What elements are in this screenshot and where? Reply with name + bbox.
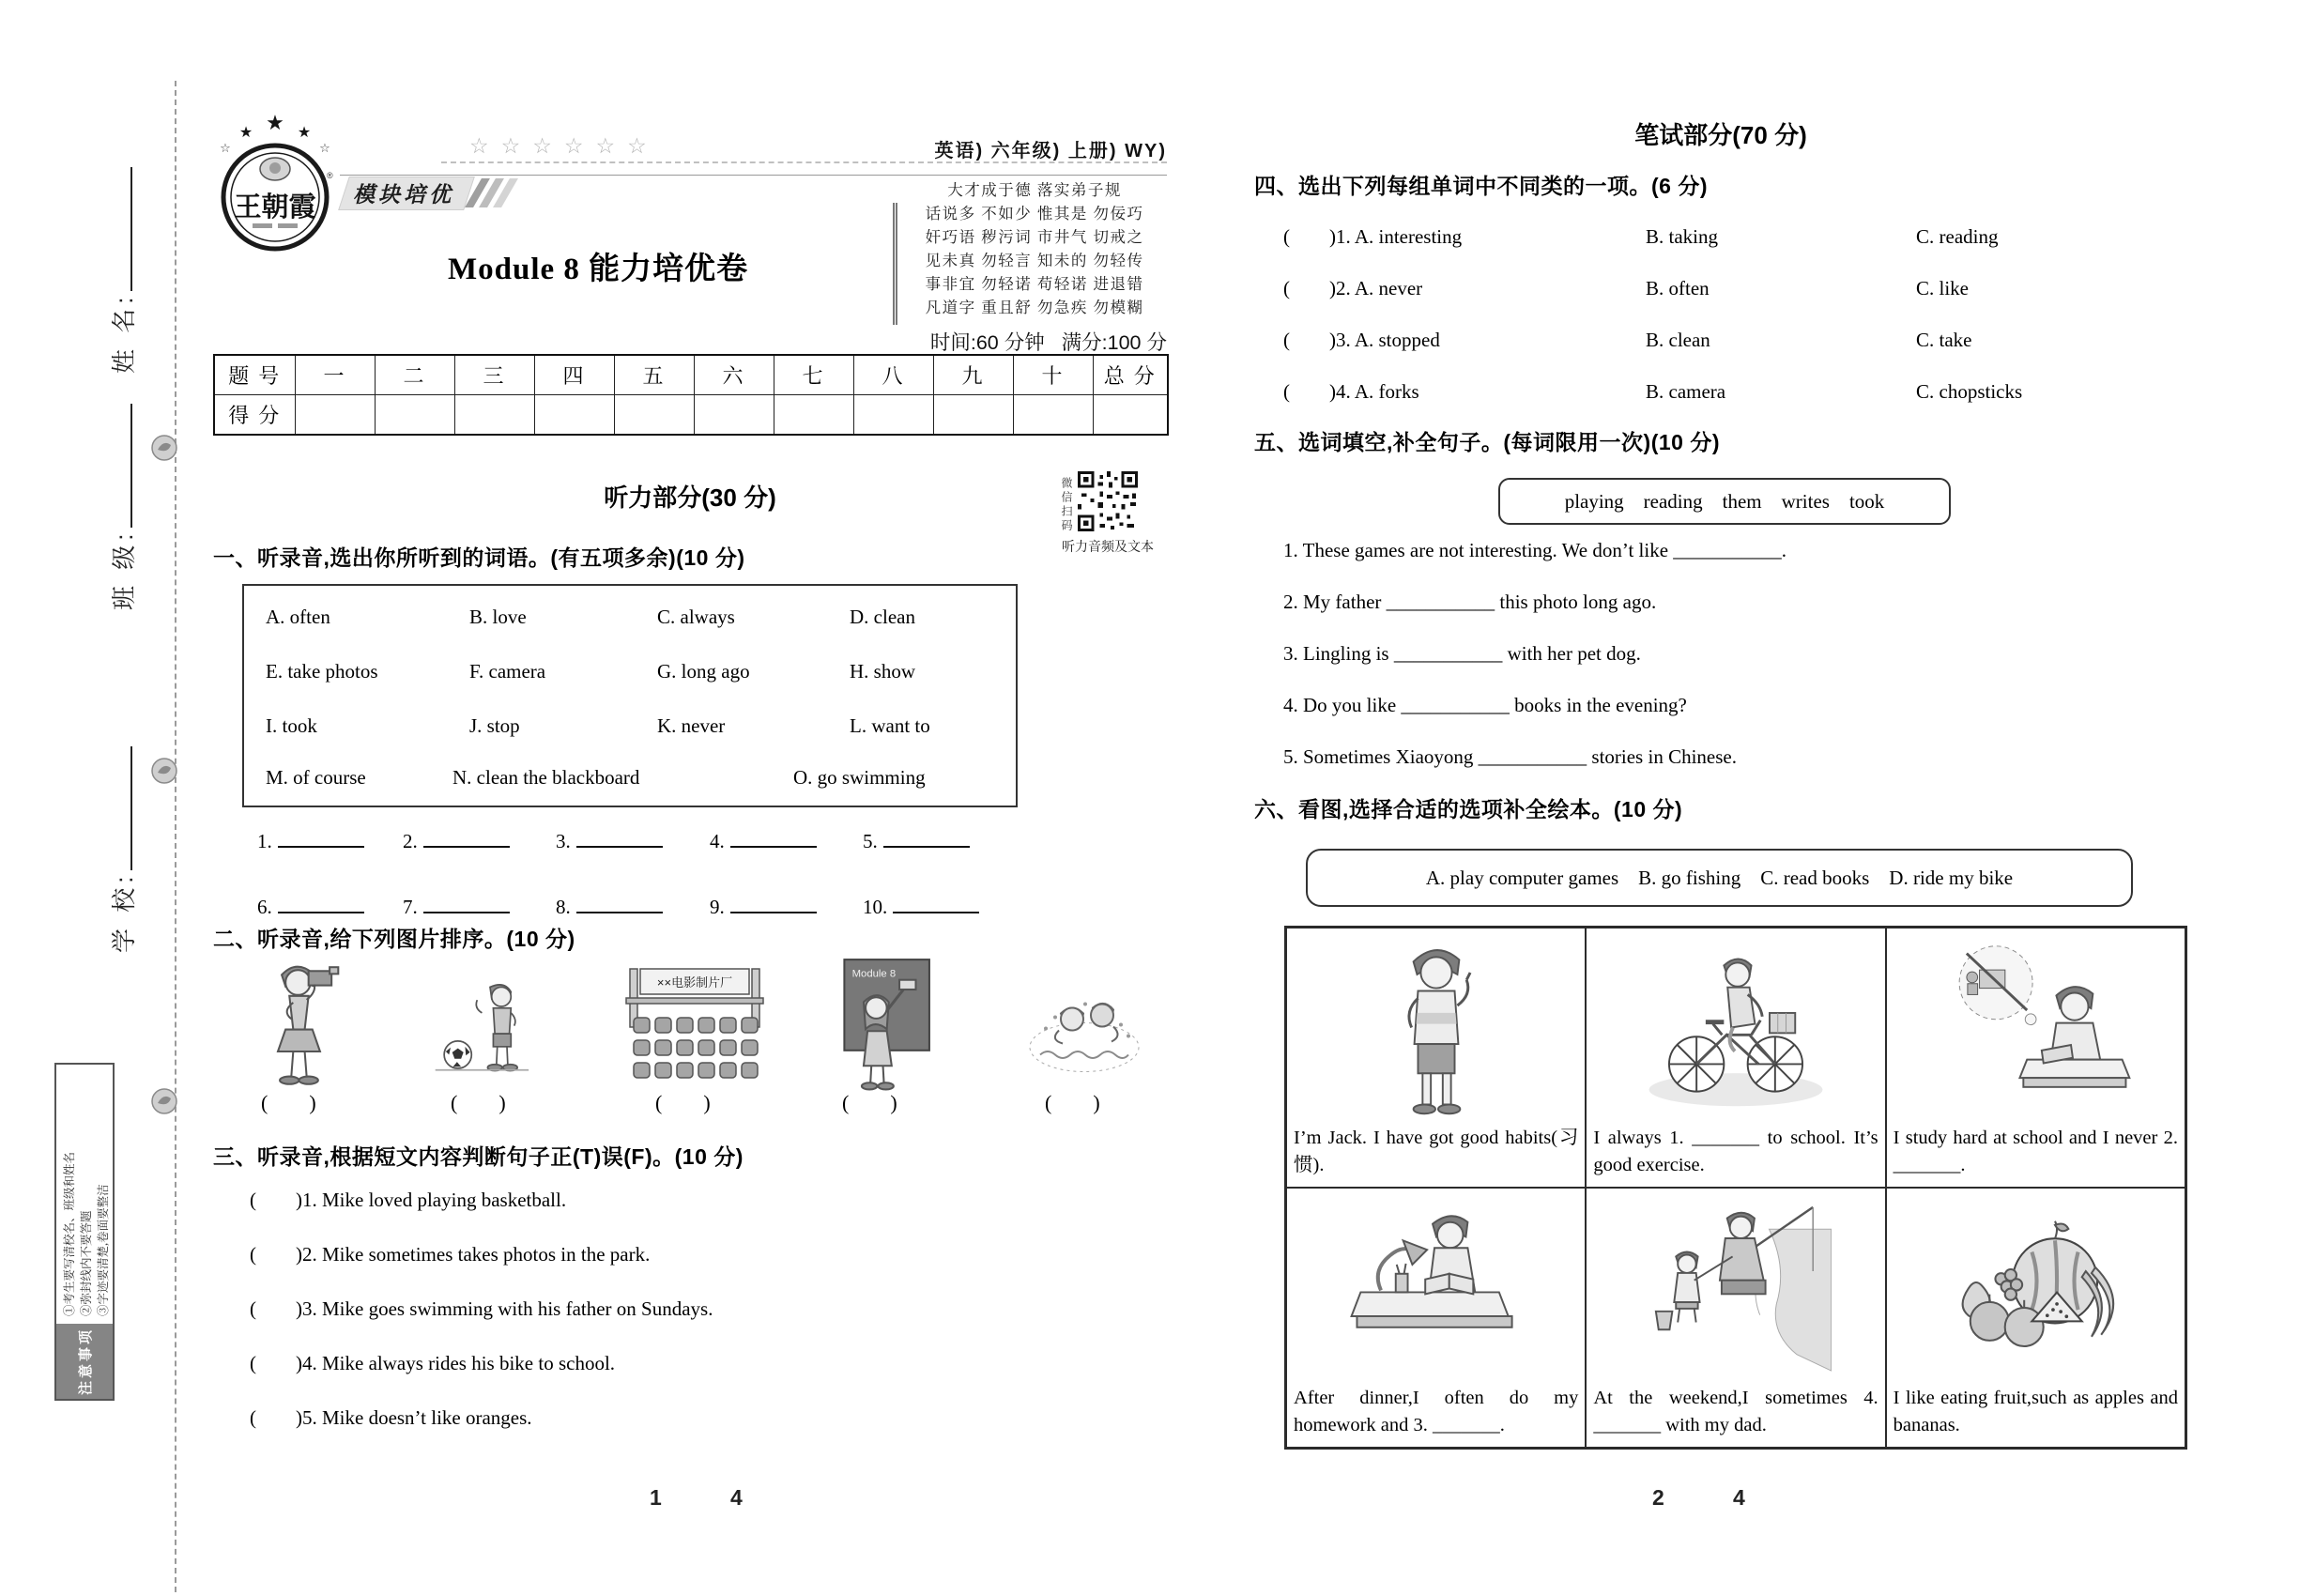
fruits-illustration [1887,1189,2185,1383]
word-option: C. always [657,606,735,628]
word-option: K. never [657,714,726,737]
blackboard-text: Module 8 [851,968,897,980]
picture-book-text: At the weekend,I sometimes 4. _______ with my dad. [1593,1388,1878,1435]
fill-in-sentence: 5. Sometimes Xiaoyong ___________ stories in Chinese. [1283,745,1737,768]
score-table [213,354,1169,436]
true-false-item: ( )5. Mike doesn’t like oranges. [250,1406,532,1429]
part6-heading: 六、看图,选择合适的选项补全绘本。(10 分) [1254,797,1683,821]
fold-dashed-line [175,81,176,1592]
col-header: 二 [375,355,454,395]
notice-header: 注意事项 [56,1324,113,1399]
answer-blank-item: 5. [863,830,970,853]
answer-blank-item: 3. [556,830,663,853]
true-false-item: ( )4. Mike always rides his bike to school. [250,1352,616,1374]
word-bank-box [1498,478,1951,525]
word-option: M. of course [266,766,366,789]
notice-box [54,1063,115,1401]
score-table-score-row [214,395,1168,436]
picture-girl-filming [252,958,350,1097]
fold-seal-icon [150,1087,178,1115]
picture-book-grid [1284,926,2187,1450]
picture-children-swimming [1023,978,1145,1080]
proverb-line: 事非宜 勿轻诺 苟轻诺 进退错 [925,275,1144,293]
picture-book-cell [1586,1188,1885,1448]
score-cell [774,395,853,436]
score-cell [853,395,933,436]
odd-one-out-a: ( )1. A. interesting [1283,225,1463,248]
question-number-label: 题 号 [214,355,295,395]
col-header: 一 [295,355,375,395]
svg-text:★: ★ [266,111,284,134]
answer-blank-item: 1. [257,830,364,853]
word-option: G. long ago [657,660,750,683]
odd-one-out-a: ( )4. A. forks [1283,380,1419,403]
picture-answer-bracket: ( ) [1045,1091,1100,1114]
answer-blank-item: 4. [710,830,817,853]
page-number: 2 [1652,1485,1664,1510]
blank-line [278,840,364,848]
part1-heading: 一、听录音,选出你所听到的词语。(有五项多余)(10 分) [213,545,745,570]
page-count: 4 [730,1485,743,1510]
svg-text:☆: ☆ [220,141,231,155]
svg-text:®: ® [327,171,333,180]
score-cell [375,395,454,436]
score-cell [694,395,774,436]
name-blank [127,167,132,291]
word-option: J. stop [469,714,520,737]
true-false-item: ( )1. Mike loved playing basketball. [250,1189,567,1211]
picture-boy-with-football [434,973,546,1085]
word-option: N. clean the blackboard [452,766,640,789]
cinema-sign-text: ××电影制片厂 [656,975,733,990]
odd-one-out-b: B. often [1646,277,1710,299]
blank-line [576,906,663,913]
full-score: 满分:100 分 [1061,331,1167,354]
picture-book-cell [1886,1188,2185,1448]
notice-item: ②弥封线内不要答题 [80,1210,93,1316]
picture-book-text: I always 1. _______ to school. It’s good exercise. [1593,1128,1878,1175]
proverb-line: 话说多 不如少 惟其是 勿佞巧 [925,205,1144,223]
word-option: L. want to [850,714,930,737]
word-option: E. take photos [266,660,378,683]
score-cell [454,395,534,436]
decor-stars: ☆☆☆☆☆☆ [469,133,659,158]
col-header: 八 [853,355,933,395]
col-header: 九 [933,355,1013,395]
notice-item: ①考生要写清校名、班级和姓名 [63,1151,76,1316]
picture-book-cell [1286,928,1586,1188]
col-header: 四 [534,355,614,395]
part4-heading: 四、选出下列每组单词中不同类的一项。(6 分) [1254,174,1708,198]
fill-in-sentence: 2. My father ___________ this photo long ago. [1283,591,1657,613]
school-blank [127,746,132,870]
answer-blank-item: 6. [257,896,364,919]
word-bank: playing reading them writes took [1564,489,1885,513]
svg-text:☆: ☆ [319,141,330,155]
page-count: 4 [1733,1485,1745,1510]
proverb-line: 凡道字 重且舒 勿急疾 勿模糊 [925,299,1144,316]
score-label: 得 分 [214,395,295,436]
blank-line [893,906,979,913]
word-option: F. camera [469,660,546,683]
score-cell [534,395,614,436]
part5-heading: 五、选词填空,补全句子。(每词限用一次)(10 分) [1254,430,1720,454]
score-cell [295,395,375,436]
picture-book-text: I study hard at school and I never 2. _______. [1893,1128,2178,1175]
blank-line [883,840,970,848]
true-false-item: ( )3. Mike goes swimming with his father on Sundays. [250,1297,713,1320]
answer-blank-item: 10. [863,896,979,919]
odd-one-out-b: B. taking [1646,225,1718,248]
proverb-block [899,178,1170,319]
odd-one-out-a: ( )3. A. stopped [1283,329,1440,351]
part6-options: A. play computer games B. go fishing C. read books D. ride my bike [1425,866,2014,889]
col-header: 六 [694,355,774,395]
brand-badge-logo [208,103,342,261]
proverb-divider [893,203,897,325]
proverb-line: 见未真 勿轻言 知未的 勿轻传 [925,252,1144,269]
written-section-title: 笔试部分(70 分) [1634,121,1807,149]
col-header: 五 [614,355,694,395]
student-school-field [105,746,140,953]
score-cell [614,395,694,436]
odd-one-out-c: C. reading [1916,225,1999,248]
answer-blank-item: 7. [403,896,510,919]
paper-title: Module 8 能力培优卷 [448,253,749,286]
picture-book-cell [1286,1188,1586,1448]
school-label: 学 校: [110,871,138,953]
answer-blank-item: 2. [403,830,510,853]
svg-text:★: ★ [238,125,253,141]
logo-name-text: 王朝霞 [234,192,316,223]
student-name-field [105,167,140,374]
word-option: H. show [850,660,916,683]
class-blank [127,404,132,528]
odd-one-out-b: B. clean [1646,329,1710,351]
picture-cinema-hall [624,963,765,1085]
picture-answer-bracket: ( ) [655,1091,711,1114]
word-option: O. go swimming [793,766,926,789]
fold-seal-icon [150,757,178,785]
blank-line [423,906,510,913]
picture-answer-bracket: ( ) [842,1091,897,1114]
picture-cleaning-blackboard [831,956,932,1091]
word-option: D. clean [850,606,915,628]
picture-book-text: After dinner,I often do my homework and 3. _______. [1294,1388,1579,1435]
qr-code [1078,471,1138,531]
time-score-line [885,327,1167,356]
score-cell [933,395,1013,436]
svg-text:★: ★ [297,125,312,141]
jack-introduce-illustration [1287,928,1585,1123]
do-homework-illustration [1287,1189,1585,1383]
score-cell [1093,395,1168,436]
fill-in-sentence: 1. These games are not interesting. We don’t like ___________. [1283,539,1787,561]
fill-in-sentence: 4. Do you like ___________ books in the evening? [1283,694,1687,716]
listening-section-title: 听力部分(30 分) [604,483,776,512]
fold-seal-icon [150,434,178,462]
picture-book-text: I like eating fruit,such as apples and bananas. [1893,1388,2178,1435]
picture-book-text: I’m Jack. I have got good habits(习惯). [1294,1128,1579,1175]
picture-answer-bracket: ( ) [451,1091,506,1114]
col-header: 十 [1013,355,1093,395]
score-cell [1013,395,1093,436]
blank-line [576,840,663,848]
header-solid-rule [340,175,1167,176]
blank-line [730,840,817,848]
proverb-line: 大才成于德 落实弟子规 [947,181,1122,199]
part6-options-box [1306,849,2133,907]
subject-strip: 英语) 六年级) 上册) WY) [934,141,1167,161]
answer-blank-item: 8. [556,896,663,919]
col-header: 三 [454,355,534,395]
part2-heading: 二、听录音,给下列图片排序。(10 分) [213,927,575,951]
qr-caption: 听力音频及文本 [1062,541,1154,555]
picture-answer-bracket: ( ) [261,1091,316,1114]
page-number: 1 [650,1485,662,1510]
answer-blank-item: 9. [710,896,817,919]
name-label: 姓 名: [110,292,138,374]
time-limit: 时间:60 分钟 [929,331,1045,354]
word-option: B. love [469,606,527,628]
study-hard-illustration [1887,928,2185,1123]
banner-label: 模块培优 [353,182,454,207]
odd-one-out-b: B. camera [1646,380,1726,403]
student-class-field [105,404,140,610]
word-option: I. took [266,714,317,737]
picture-book-cell [1586,928,1885,1188]
part3-heading: 三、听录音,根据短文内容判断句子正(T)误(F)。(10 分) [213,1144,744,1169]
blank-line [278,906,364,913]
notice-item: ③字迹要清楚,卷面要整洁 [97,1184,110,1316]
odd-one-out-c: C. like [1916,277,1969,299]
fill-in-sentence: 3. Lingling is ___________ with her pet dog. [1283,642,1641,665]
col-header: 七 [774,355,853,395]
odd-one-out-a: ( )2. A. never [1283,277,1423,299]
col-header: 总 分 [1093,355,1168,395]
odd-one-out-c: C. take [1916,329,1972,351]
score-table-header-row [214,355,1168,395]
word-option: A. often [266,606,330,628]
blank-line [730,906,817,913]
picture-book-cell [1886,928,2185,1188]
odd-one-out-c: C. chopsticks [1916,380,2023,403]
true-false-item: ( )2. Mike sometimes takes photos in the park. [250,1243,651,1266]
ride-bike-illustration [1587,928,1884,1123]
qr-side-text: 微信扫码 [1060,477,1073,533]
class-label: 班 级: [110,529,138,610]
proverb-line: 奸巧语 秽污词 市井气 切戒之 [925,228,1144,246]
fishing-illustration [1587,1189,1884,1383]
blank-line [423,840,510,848]
notice-items [56,1065,113,1324]
